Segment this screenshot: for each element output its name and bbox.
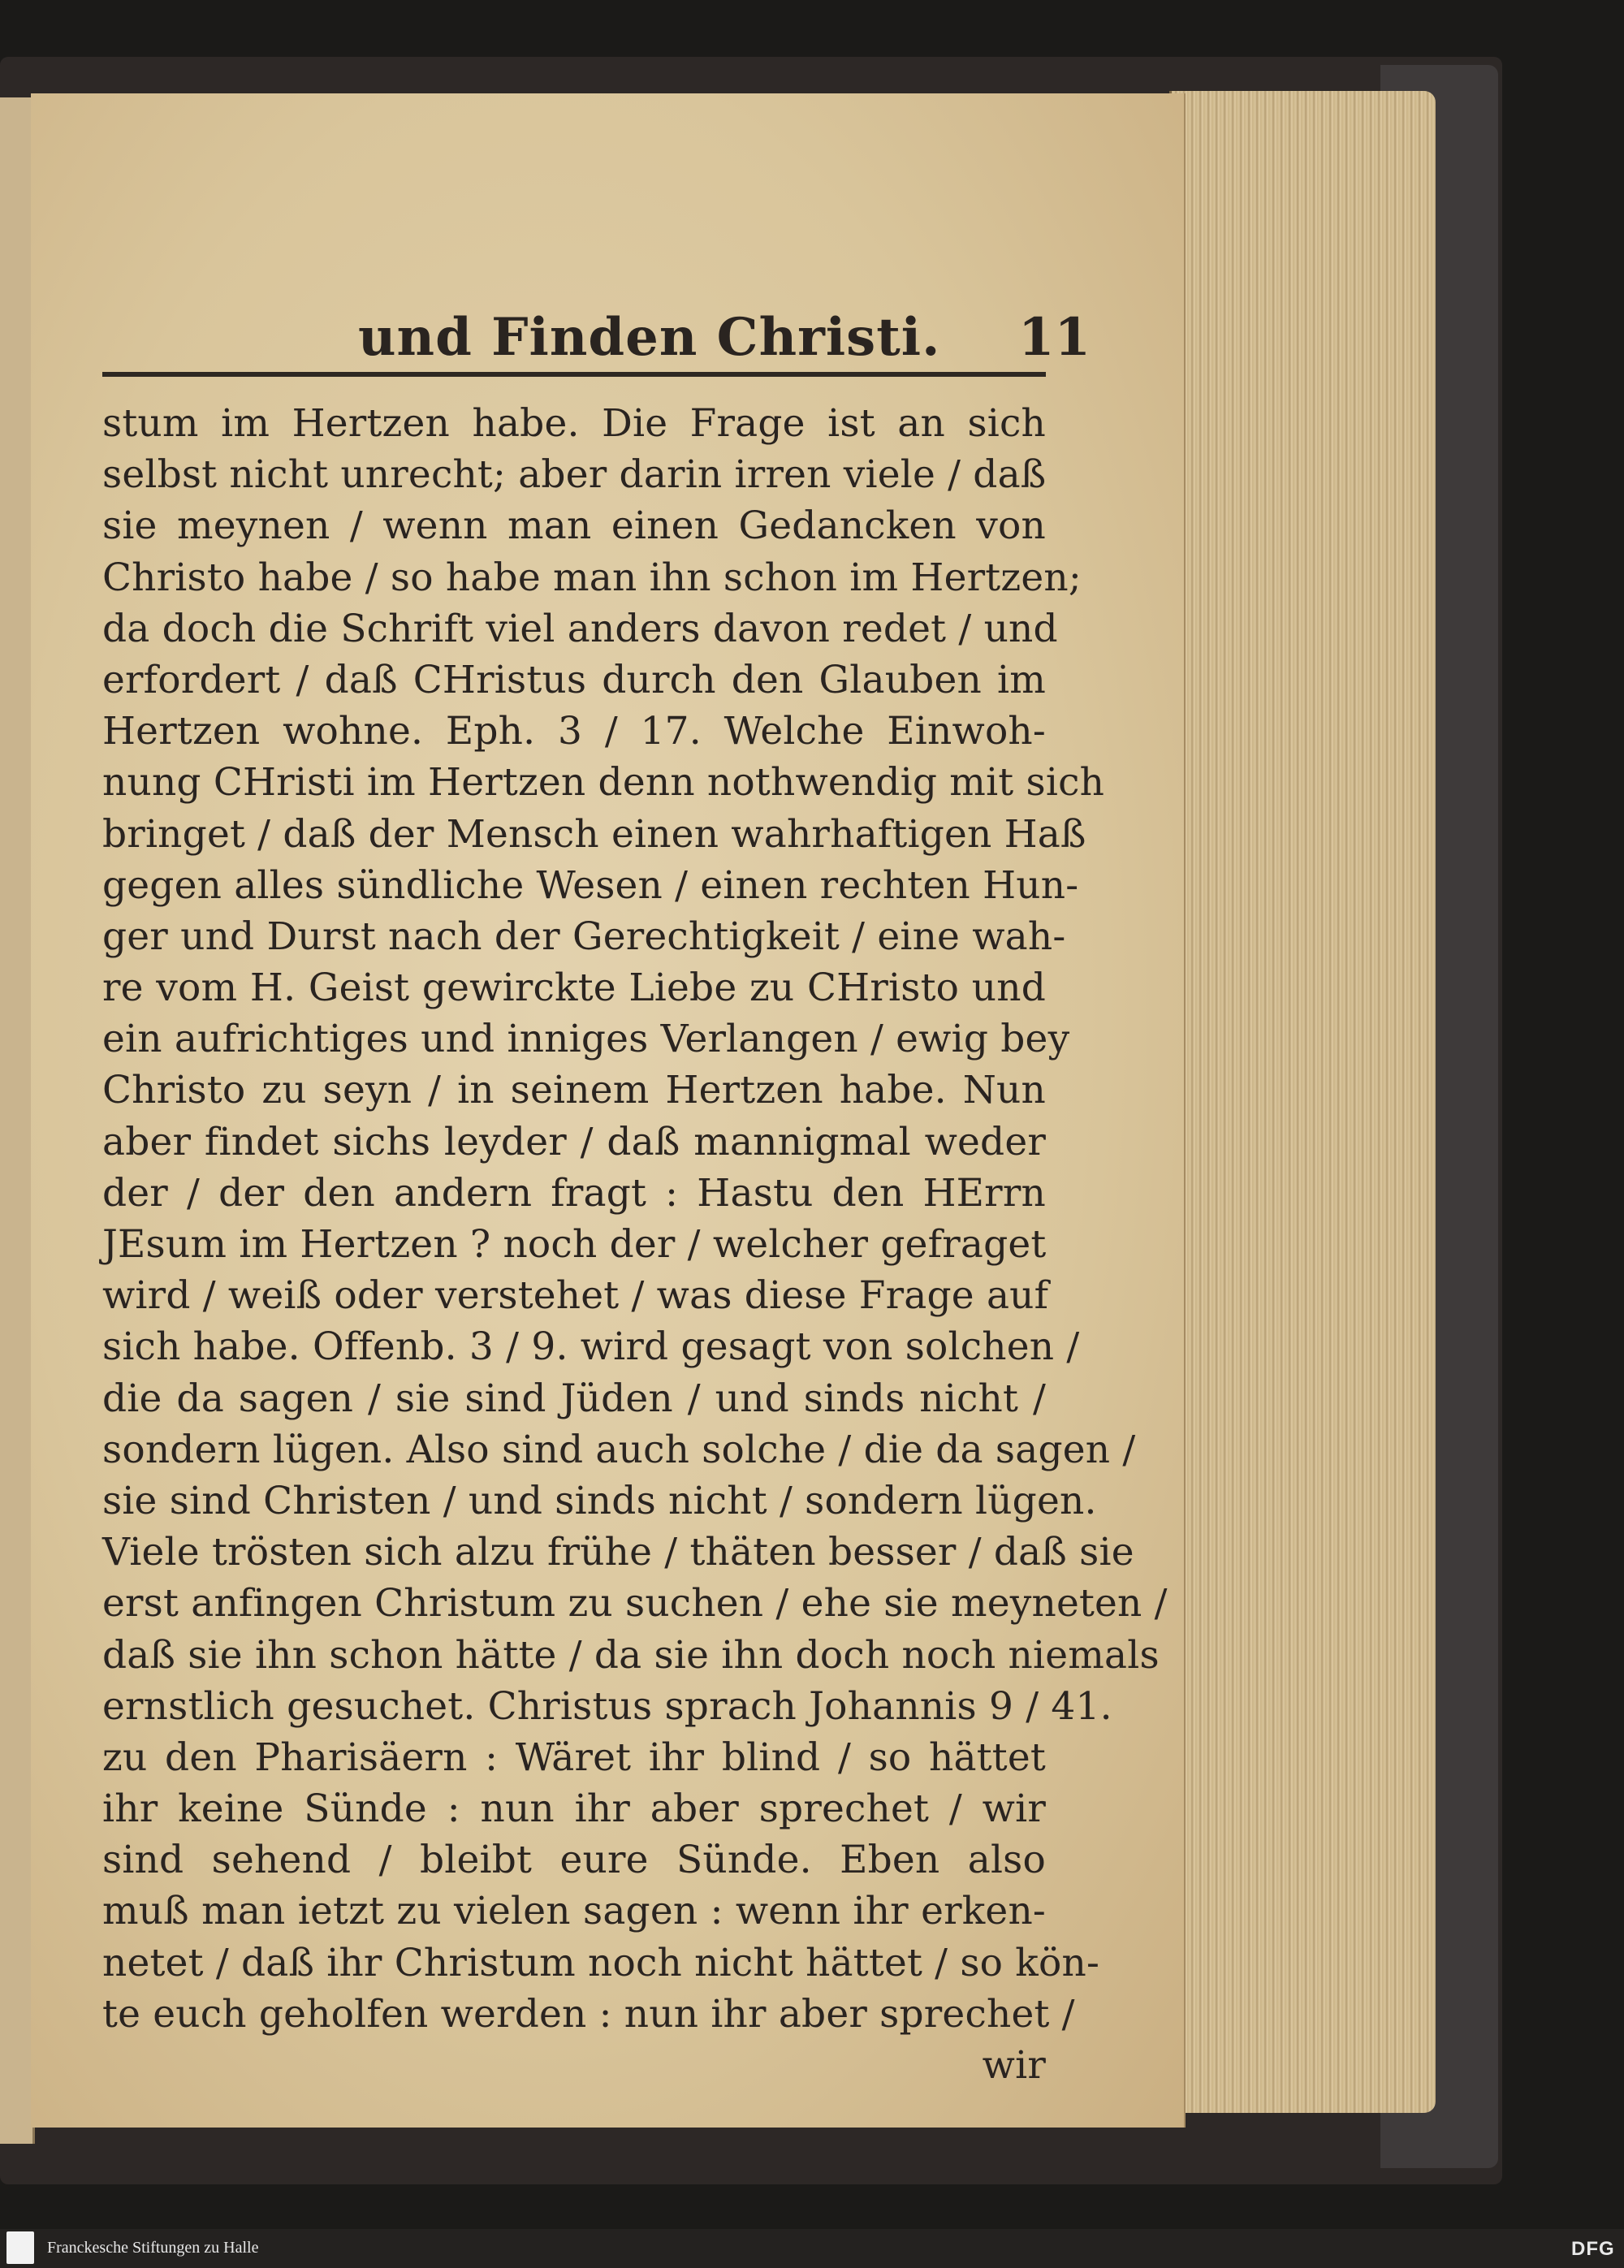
- text-line: muß man ietzt zu vielen sagen : wenn ihr erken-: [102, 1889, 1046, 1934]
- text-line: sie sind Christen / und sinds nicht / sondern lügen.: [102, 1478, 1097, 1523]
- institution-logo-icon: [6, 2231, 34, 2264]
- text-line: selbst nicht unrecht; aber darin irren viele / daß: [102, 452, 1047, 498]
- text-line: stum im Hertzen habe. Die Frage ist an sich: [102, 401, 1046, 446]
- text-line: ernstlich gesuchet. Christus sprach Johannis 9 / 41.: [102, 1683, 1112, 1729]
- dfg-logo: DFG: [1571, 2238, 1615, 2260]
- text-line: aber findet sichs leyder / daß mannigmal weder: [102, 1119, 1046, 1164]
- text-line: te euch geholfen werden : nun ihr aber sprechet /: [102, 1991, 1075, 2037]
- text-line: Christo habe / so habe man ihn schon im Hertzen;: [102, 555, 1082, 600]
- text-line: ihr keine Sünde : nun ihr aber sprechet / wir: [102, 1786, 1046, 1832]
- header-rule: [102, 372, 1046, 377]
- running-head: und Finden Christi.: [358, 307, 941, 368]
- text-line: wird / weiß oder verstehet / was diese Frage auf: [102, 1273, 1049, 1319]
- text-line: Viele trösten sich alzu frühe / thäten besser / daß sie: [102, 1530, 1134, 1575]
- text-line: daß sie ihn schon hätte / da sie ihn doch noch niemals: [102, 1632, 1160, 1678]
- book-page: [31, 93, 1186, 2128]
- text-line: der / der den andern fragt : Hastu den HErrn: [102, 1170, 1046, 1216]
- text-line: sondern lügen. Also sind auch solche / die da sagen /: [102, 1427, 1136, 1472]
- text-line: nung CHristi im Hertzen denn nothwendig mit sich: [102, 760, 1105, 806]
- text-line: sich habe. Offenb. 3 / 9. wird gesagt von solchen /: [102, 1324, 1080, 1370]
- text-line: die da sagen / sie sind Jüden / und sinds nicht /: [102, 1376, 1046, 1421]
- text-line: erst anfingen Christum zu suchen / ehe sie meyneten /: [102, 1581, 1168, 1626]
- page-stack-edges: [1169, 91, 1436, 2113]
- text-line: gegen alles sündliche Wesen / einen rechten Hun-: [102, 862, 1079, 908]
- catchword: wir: [982, 2043, 1046, 2088]
- page-number: 11: [1018, 307, 1091, 368]
- page-header: [102, 205, 1091, 368]
- text-line: Hertzen wohne. Eph. 3 / 17. Welche Einwoh-: [102, 709, 1046, 754]
- text-line: Christo zu seyn / in seinem Hertzen habe. Nun: [102, 1068, 1046, 1113]
- text-line: zu den Pharisäern : Wäret ihr blind / so hättet: [102, 1734, 1046, 1780]
- text-line: sie meynen / wenn man einen Gedancken von: [102, 503, 1046, 549]
- text-line: sind sehend / bleibt eure Sünde. Eben also: [102, 1838, 1046, 1883]
- text-line: ger und Durst nach der Gerechtigkeit / eine wah-: [102, 914, 1066, 959]
- body-text: [102, 398, 1168, 2091]
- text-line: erfordert / daß CHristus durch den Glauben im: [102, 657, 1046, 702]
- text-line: ein aufrichtiges und inniges Verlangen / ewig bey: [102, 1017, 1070, 1062]
- text-line: netet / daß ihr Christum noch nicht hättet / so kön-: [102, 1940, 1100, 1985]
- text-line: JEsum im Hertzen ? noch der / welcher gefraget: [102, 1222, 1047, 1267]
- text-line: bringet / daß der Mensch einen wahrhaftigen Haß: [102, 811, 1086, 857]
- institution-name: Franckesche Stiftungen zu Halle: [47, 2239, 259, 2257]
- text-line: da doch die Schrift viel anders davon redet / und: [102, 606, 1058, 651]
- text-line: re vom H. Geist gewirckte Liebe zu CHristo und: [102, 966, 1046, 1011]
- previous-page-edge: [0, 97, 35, 2144]
